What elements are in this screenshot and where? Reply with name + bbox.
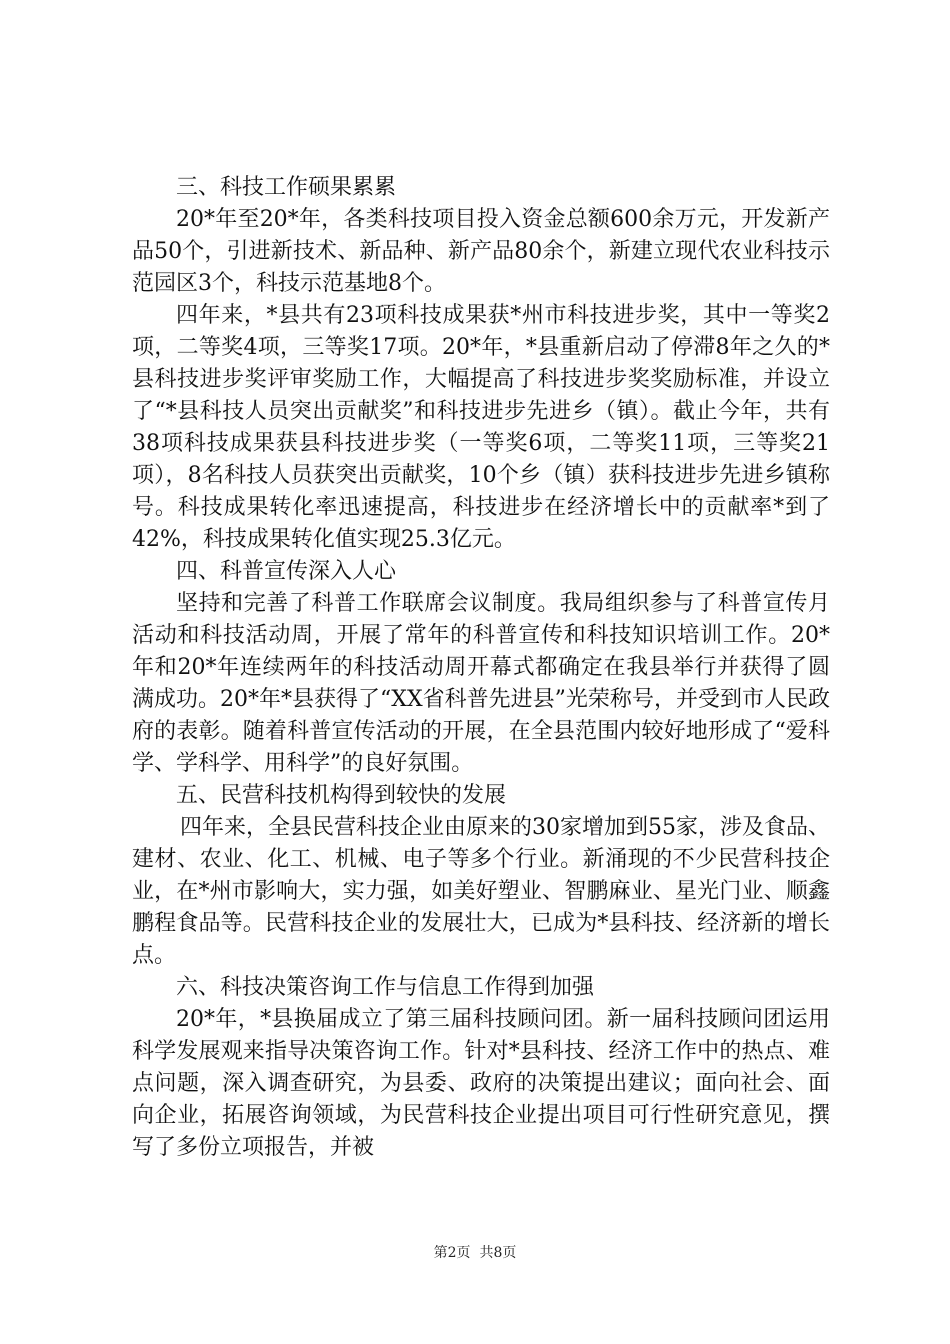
section-heading-5: 五、民营科技机构得到较快的发展	[176, 783, 507, 808]
page-footer	[0, 1244, 950, 1262]
paragraph: 四年来，全县民营科技企业由原来的30家增加到55家，涉及食品、建材、农业、化工、机械、电子等多个行业。新涌现的不少民营科技企业，在*州市影响大，实力强，如美好塑业、智鹏麻业、星光门业、顺鑫鹏程食品等。民营科技企业的发展壮大，已成为*县科技、经济新的增长点。	[132, 815, 830, 968]
section-heading-4: 四、科普宣传深入人心	[176, 559, 397, 584]
section-heading-3: 三、科技工作硕果累累	[176, 175, 397, 200]
paragraph: 20*年，*县换届成立了第三届科技顾问团。新一届科技顾问团运用科学发展观来指导决策咨询工作。针对*县科技、经济工作中的热点、难点问题，深入调查研究，为县委、政府的决策提出建议；面向社会、面向企业，拓展咨询领域，为民营科技企业提出项目可行性研究意见，撰写了多份立项报告，并被	[132, 1007, 830, 1160]
paragraph: 坚持和完善了科普工作联席会议制度。我局组织参与了科普宣传月活动和科技活动周，开展了常年的科普宣传和科技知识培训工作。20*年和20*年连续两年的科技活动周开幕式都确定在我县举行并获得了圆满成功。20*年*县获得了“XX省科普先进县”光荣称号，并受到市人民政府的表彰。随着科普宣传活动的开展，在全县范围内较好地形成了“爱科学、学科学、用科学”的良好氛围。	[132, 591, 830, 776]
paragraph: 四年来，*县共有23项科技成果获*州市科技进步奖，其中一等奖2项，二等奖4项，三等奖17项。20*年，*县重新启动了停滞8年之久的*县科技进步奖评审奖励工作，大幅提高了科技进步奖奖励标准，并设立了“*县科技人员突出贡献奖”和科技进步先进乡（镇）。截止今年，共有38项科技成果获县科技进步奖（一等奖6项，二等奖11项，三等奖21项），8名科技人员获突出贡献奖，10个乡（镇）获科技进步先进乡镇称号。科技成果转化率迅速提高，科技进步在经济增长中的贡献率*到了42%，科技成果转化值实现25.3亿元。	[132, 303, 830, 552]
document-body	[132, 172, 830, 1164]
paragraph: 20*年至20*年，各类科技项目投入资金总额600余万元，开发新产品50个，引进新技术、新品种、新产品80余个，新建立现代农业科技示范园区3个，科技示范基地8个。	[132, 207, 830, 296]
section-heading-6: 六、科技决策咨询工作与信息工作得到加强	[176, 975, 595, 1000]
page-number-label: 第2页 共8页	[433, 1245, 517, 1261]
